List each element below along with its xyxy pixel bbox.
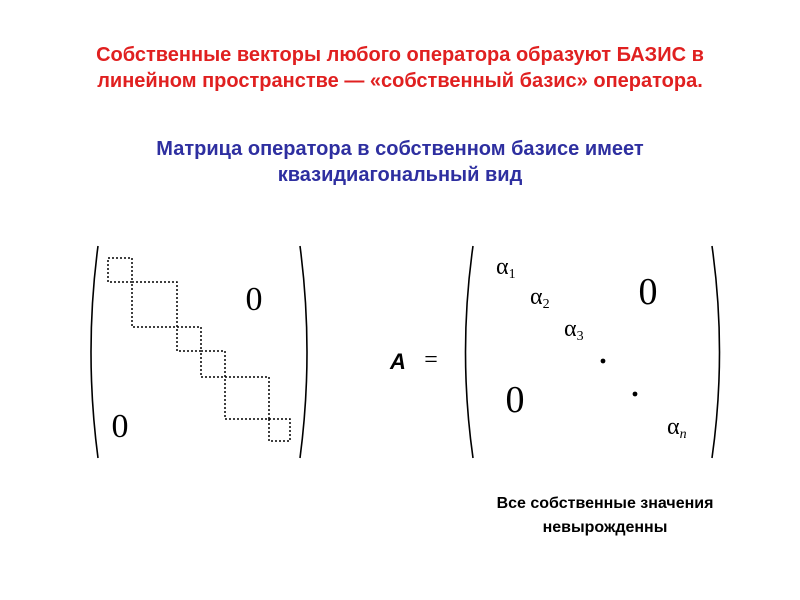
ellipsis-dot-1 [601, 359, 606, 364]
diagonal-block-6 [269, 419, 290, 441]
ellipsis-dot-2 [633, 392, 638, 397]
eigenvalue-n [667, 414, 687, 442]
diagonal-blocks [108, 258, 290, 441]
left-matrix-left-bracket [91, 246, 98, 458]
alpha-symbol: α [530, 284, 543, 310]
diagonal-block-2 [132, 282, 177, 327]
note-line-1: Все собственные значения [496, 495, 714, 512]
alpha-symbol: α [667, 414, 680, 440]
right-zero-bottom: 0 [505, 379, 525, 421]
diagonal-block-1 [108, 258, 132, 282]
eigenvalues-note [440, 492, 770, 540]
eigenvalue-2 [530, 284, 550, 312]
diagonal-block-4 [201, 351, 225, 377]
eigenvalue-3-index: 3 [576, 329, 584, 344]
left-zero-top: 0 [245, 281, 263, 318]
right-zero-top: 0 [638, 271, 658, 313]
eigenvalue-3 [564, 316, 584, 344]
right-matrix-right-bracket [712, 246, 720, 458]
eigenvalue-1-index: 1 [508, 267, 516, 282]
left-zero-bottom: 0 [111, 408, 129, 445]
alpha-symbol: α [496, 254, 509, 280]
eigenvalue-n-index: n [679, 427, 687, 442]
note-line-2: невырожденны [542, 519, 668, 536]
title-line-1: Собственные векторы любого оператора образуют БАЗИС в [96, 44, 704, 66]
alpha-symbol: α [564, 316, 577, 342]
right-matrix-left-bracket [466, 246, 474, 458]
eigenvalue-2-index: 2 [542, 297, 550, 312]
title-line-2: линейном пространстве — «собственный базис» оператора. [97, 70, 703, 92]
block-diagonal-matrix [91, 246, 307, 458]
eigenvalue-1 [496, 254, 516, 282]
diagonal-matrix [466, 246, 720, 458]
subtitle-line-2: квазидиагональный вид [277, 164, 523, 186]
diagonal-block-3 [177, 327, 201, 351]
equals-sign: = [424, 347, 438, 373]
subtitle-line-1: Матрица оператора в собственном базисе имеет [156, 138, 644, 160]
diagonal-block-5 [225, 377, 269, 419]
left-matrix-right-bracket [300, 246, 307, 458]
matrix-a-label: A [390, 349, 406, 374]
